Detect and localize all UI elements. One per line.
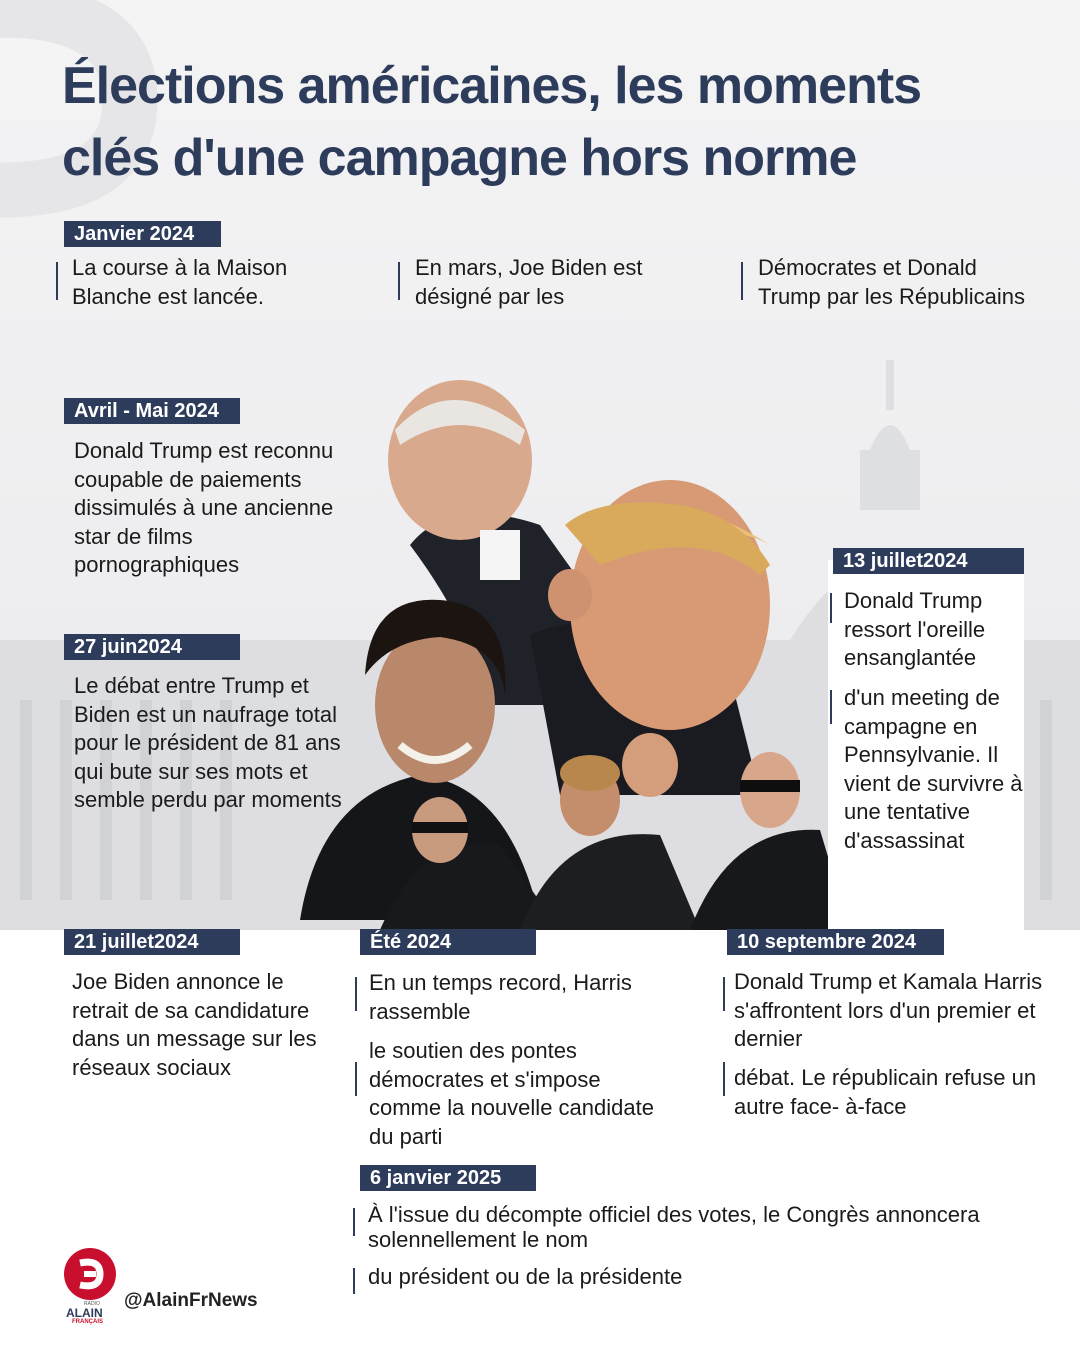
juillet13-text-2: d'un meeting de campagne en Pennsylvanie. Il vient de survivre à une tentative d'assassinat bbox=[844, 685, 1023, 853]
logo-icon bbox=[62, 1245, 118, 1303]
date-tag-jan2024: Janvier 2024 bbox=[64, 221, 221, 247]
date-tag-juillet13-2024: 13 juillet2024 bbox=[833, 548, 1024, 574]
avril-text: Donald Trump est reconnu coupable de paiements dissimulés à une ancienne star de films pornographiques bbox=[74, 438, 334, 577]
date-tag-jan2025: 6 janvier 2025 bbox=[360, 1165, 536, 1191]
jan2024-text-2: En mars, Joe Biden est désigné par les bbox=[415, 255, 643, 309]
date-tag-sept-2024: 10 septembre 2024 bbox=[727, 929, 944, 955]
ete-text-2: le soutien des pontes démocrates et s'impose comme la nouvelle candidate du parti bbox=[369, 1038, 654, 1149]
logo-word: ALAIN bbox=[66, 1306, 103, 1320]
jan2024-text-3: Démocrates et Donald Trump par les Républicains bbox=[758, 255, 1025, 309]
bar bbox=[353, 1208, 355, 1236]
bar bbox=[398, 262, 400, 300]
social-handle[interactable]: @AlainFrNews bbox=[124, 1290, 258, 1311]
date-tag-juillet21-2024: 21 juillet2024 bbox=[64, 929, 240, 955]
bar bbox=[741, 262, 743, 300]
juin-text: Le débat entre Trump et Biden est un naufrage total pour le président de 81 ans qui bute sur ses mots et semble perdu par moments bbox=[74, 673, 342, 812]
bar bbox=[830, 593, 832, 623]
bar bbox=[723, 1062, 725, 1096]
jan2025-text-2: du président ou de la présidente bbox=[368, 1264, 683, 1289]
page-title: Élections américaines, les moments clés d'une campagne hors norme bbox=[62, 57, 922, 187]
logo-top-text: RADIO bbox=[84, 1301, 100, 1307]
sept-text-2: débat. Le républicain refuse un autre face- à-face bbox=[734, 1065, 1037, 1119]
juillet13-text-1: Donald Trump ressort l'oreille ensanglantée bbox=[844, 588, 986, 670]
raised-fist bbox=[548, 569, 592, 621]
date-tag-ete-2024: Été 2024 bbox=[360, 929, 536, 955]
bar bbox=[355, 977, 357, 1011]
bar bbox=[355, 1062, 357, 1096]
bar bbox=[353, 1268, 355, 1294]
alain-francais-logo bbox=[62, 1245, 118, 1327]
bar bbox=[56, 262, 58, 300]
juillet21-text: Joe Biden annonce le retrait de sa candidature dans un message sur les réseaux sociaux bbox=[72, 969, 317, 1080]
sept-text-1: Donald Trump et Kamala Harris s'affrontent lors d'un premier et dernier bbox=[734, 969, 1043, 1051]
jan2024-text-1: La course à la Maison Blanche est lancée. bbox=[72, 255, 288, 309]
date-tag-avril-mai-2024: Avril - Mai 2024 bbox=[64, 398, 240, 424]
bar bbox=[723, 977, 725, 1011]
bar bbox=[830, 690, 832, 724]
ete-text-1: En un temps record, Harris rassemble bbox=[369, 970, 632, 1024]
date-tag-juin-2024: 27 juin2024 bbox=[64, 634, 240, 660]
jan2025-text-1: À l'issue du décompte officiel des votes, le Congrès annoncera solennellement le nom bbox=[368, 1202, 980, 1252]
logo-sub: FRANÇAIS bbox=[72, 1319, 103, 1325]
